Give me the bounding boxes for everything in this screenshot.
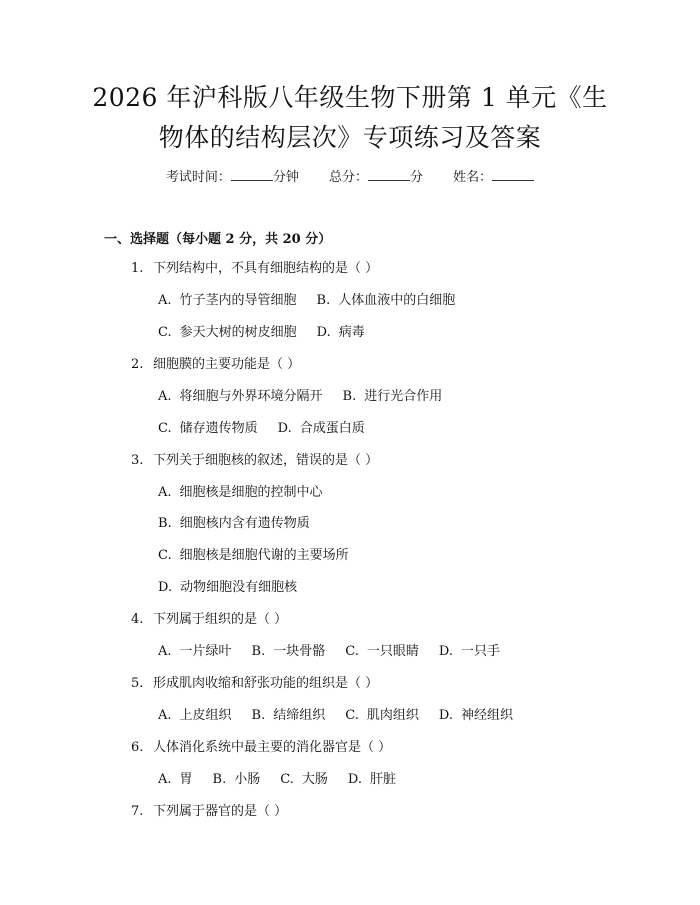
question-number: 7. <box>131 804 144 819</box>
option-letter: A. <box>158 485 172 500</box>
option-text: 病毒 <box>338 325 365 340</box>
option-a <box>158 706 232 726</box>
option-letter: C. <box>345 708 359 723</box>
option-b <box>158 514 310 534</box>
option-text: 合成蛋白质 <box>299 421 365 436</box>
total-score-label: 总分： <box>328 170 368 185</box>
option-row <box>158 642 520 662</box>
question-stem: 细胞膜的主要功能是（ ） <box>153 357 301 372</box>
option-letter: D. <box>277 421 292 436</box>
option-letter: D. <box>158 580 173 595</box>
option-text: 一只手 <box>460 644 500 659</box>
exam-time-unit: 分钟 <box>272 170 299 185</box>
question-stem: 下列属于器官的是（ ） <box>153 804 288 819</box>
option-row <box>158 483 343 503</box>
option-c <box>345 706 419 726</box>
option-b <box>252 706 326 726</box>
section-heading-choice: 一、选择题（每小题 2 分，共 20 分） <box>104 232 332 247</box>
question-number: 4. <box>131 612 144 627</box>
exam-time-field <box>166 168 299 188</box>
option-letter: B. <box>212 772 227 787</box>
option-letter: A. <box>158 389 172 404</box>
option-letter: A. <box>158 708 172 723</box>
option-a <box>158 291 297 311</box>
question-number: 1. <box>131 261 144 276</box>
option-letter: C. <box>158 421 172 436</box>
option-c <box>280 770 328 790</box>
question-stem: 下列结构中，不具有细胞结构的是（ ） <box>153 261 379 276</box>
option-d <box>278 419 365 439</box>
option-letter: D. <box>347 772 362 787</box>
option-c <box>158 323 297 343</box>
option-row <box>158 387 462 407</box>
question-stem: 形成肌肉收缩和舒张功能的组织是（ ） <box>153 676 379 691</box>
total-score-unit: 分 <box>410 170 424 185</box>
option-c <box>345 642 419 662</box>
option-letter: B. <box>316 293 331 308</box>
option-letter: C. <box>345 644 359 659</box>
option-text: 大肠 <box>301 772 328 787</box>
option-text: 结缔组织 <box>273 708 326 723</box>
option-b <box>252 642 326 662</box>
option-letter: B. <box>342 389 357 404</box>
exam-time-blank <box>231 168 273 181</box>
option-d <box>317 323 365 343</box>
question-1 <box>131 259 378 279</box>
option-row <box>158 291 475 311</box>
option-text: 参天大树的树皮细胞 <box>179 325 297 340</box>
option-letter: C. <box>280 772 294 787</box>
option-b <box>343 387 443 407</box>
option-row <box>158 419 385 439</box>
question-6 <box>131 738 391 758</box>
option-text: 肝脏 <box>369 772 396 787</box>
exam-info-line <box>0 168 700 188</box>
option-d <box>439 706 513 726</box>
option-text: 将细胞与外界环境分隔开 <box>179 389 323 404</box>
option-letter: A. <box>158 772 172 787</box>
option-text: 细胞核内含有遗传物质 <box>179 516 310 531</box>
option-letter: B. <box>158 516 172 531</box>
option-letter: D. <box>438 644 453 659</box>
option-text: 肌肉组织 <box>366 708 419 723</box>
option-b <box>213 770 261 790</box>
option-a <box>158 770 193 790</box>
option-letter: B. <box>251 708 266 723</box>
question-stem: 下列关于细胞核的叙述，错误的是（ ） <box>153 453 379 468</box>
option-letter: C. <box>158 325 172 340</box>
option-letter: A. <box>158 293 172 308</box>
question-5 <box>131 674 378 694</box>
question-4 <box>131 610 287 630</box>
option-text: 细胞核是细胞的控制中心 <box>179 485 323 500</box>
question-2 <box>131 355 300 375</box>
option-c <box>158 546 349 566</box>
option-text: 动物细胞没有细胞核 <box>180 580 298 595</box>
option-text: 细胞核是细胞代谢的主要场所 <box>179 548 349 563</box>
option-text: 竹子茎内的导管细胞 <box>179 293 297 308</box>
question-number: 5. <box>131 676 144 691</box>
document-title <box>40 78 660 158</box>
question-number: 2. <box>131 357 144 372</box>
option-a <box>158 387 323 407</box>
option-letter: D. <box>316 325 331 340</box>
option-d <box>439 642 500 662</box>
option-text: 进行光合作用 <box>364 389 443 404</box>
option-text: 神经组织 <box>460 708 513 723</box>
total-score-blank <box>368 168 410 181</box>
option-text: 一只眼睛 <box>366 644 419 659</box>
option-d <box>348 770 396 790</box>
option-row <box>158 706 533 726</box>
option-b <box>317 291 456 311</box>
name-field <box>453 168 534 188</box>
question-stem: 下列属于组织的是（ ） <box>153 612 288 627</box>
option-letter: B. <box>251 644 266 659</box>
option-row <box>158 770 416 790</box>
option-row <box>158 514 330 534</box>
option-c <box>158 419 258 439</box>
title-line-2: 物体的结构层次》专项练习及答案 <box>158 123 542 152</box>
option-a <box>158 483 323 503</box>
option-text: 小肠 <box>234 772 261 787</box>
name-label: 姓名： <box>453 170 493 185</box>
question-7 <box>131 802 287 822</box>
option-text: 人体血液中的白细胞 <box>338 293 456 308</box>
question-number: 3. <box>131 453 144 468</box>
option-row <box>158 578 317 598</box>
option-text: 胃 <box>179 772 193 787</box>
option-letter: C. <box>158 548 172 563</box>
option-row <box>158 323 385 343</box>
question-number: 6. <box>131 740 144 755</box>
option-text: 一块骨骼 <box>273 644 326 659</box>
exam-time-label: 考试时间： <box>165 170 231 185</box>
option-letter: D. <box>438 708 453 723</box>
option-d <box>158 578 297 598</box>
option-letter: A. <box>158 644 172 659</box>
option-row <box>158 546 369 566</box>
option-text: 储存遗传物质 <box>179 421 258 436</box>
total-score-field <box>329 168 423 188</box>
question-3 <box>131 451 378 471</box>
question-stem: 人体消化系统中最主要的消化器官是（ ） <box>153 740 392 755</box>
option-a <box>158 642 232 662</box>
option-text: 一片绿叶 <box>179 644 232 659</box>
title-line-1: 2026 年沪科版八年级生物下册第 1 单元《生 <box>92 83 608 112</box>
name-blank <box>492 168 534 181</box>
option-text: 上皮组织 <box>179 708 232 723</box>
